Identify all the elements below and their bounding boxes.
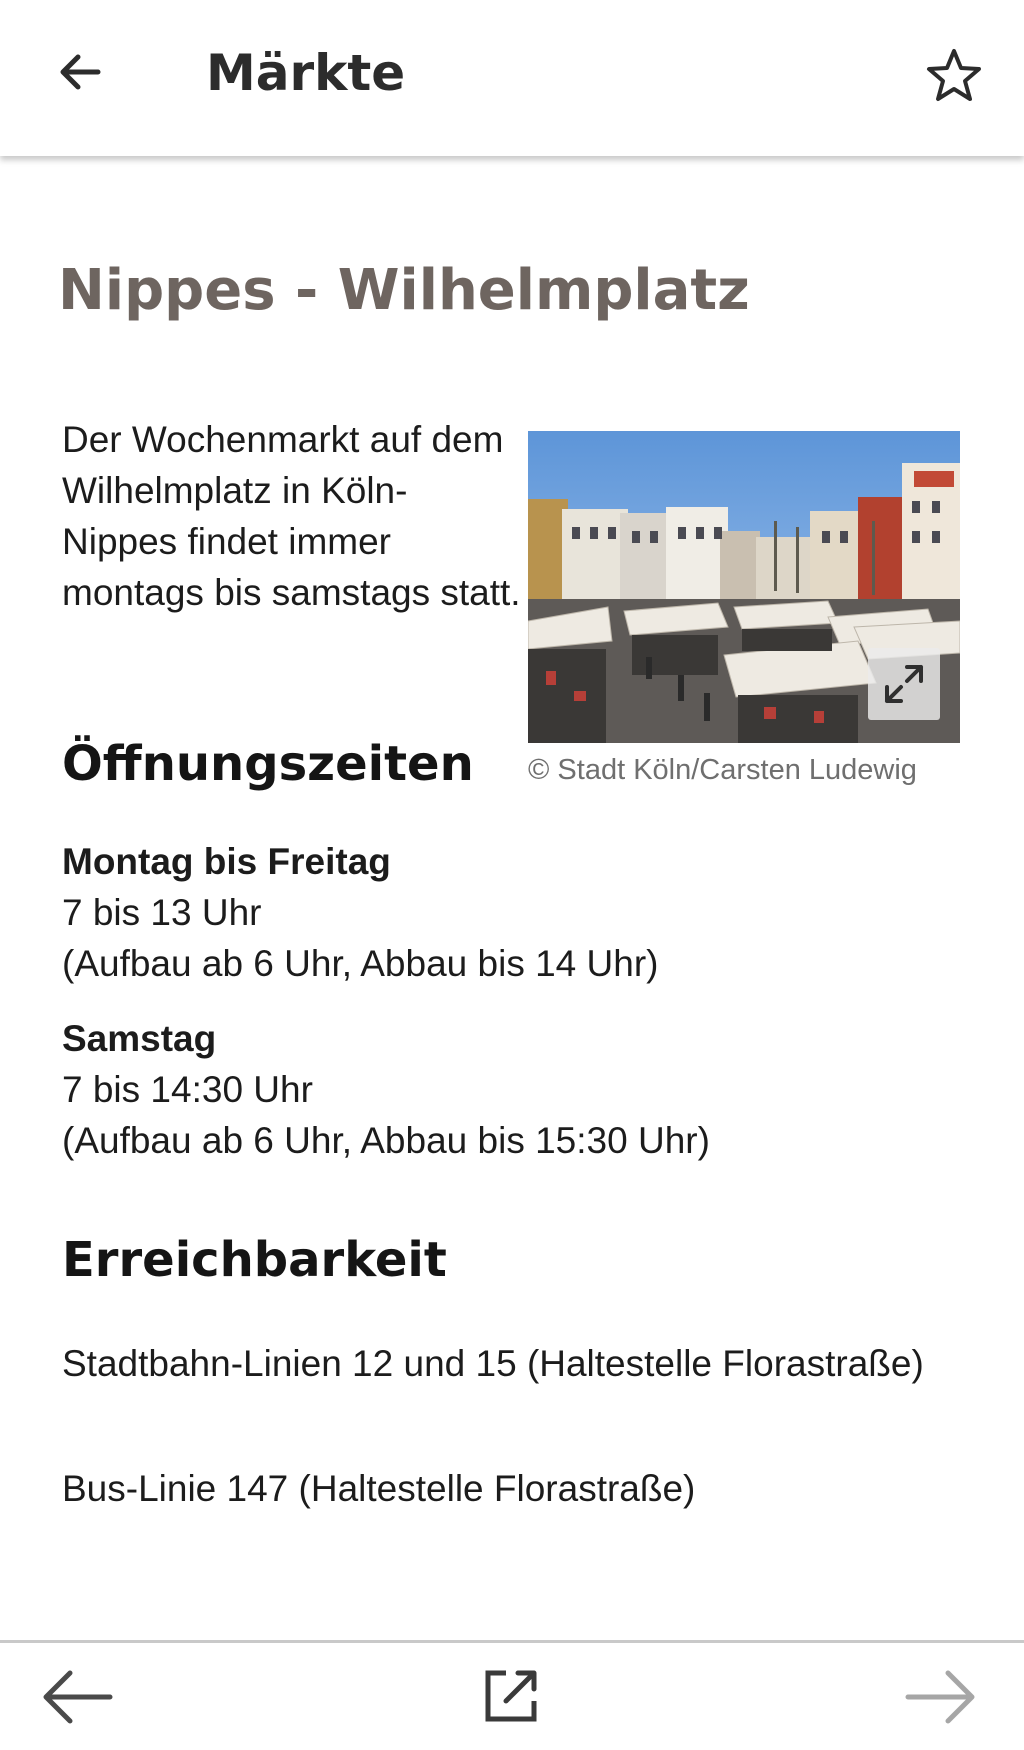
hours-day-label: Montag bis Freitag (62, 841, 391, 882)
next-arrow-icon[interactable] (900, 1657, 980, 1737)
opening-hours-heading: Öffnungszeiten (62, 736, 474, 792)
hours-time: 7 bis 13 Uhr (62, 892, 262, 933)
hours-time: 7 bis 14:30 Uhr (62, 1069, 313, 1110)
intro-text: Der Wochenmarkt auf dem Wilhelmplatz in Köln-Nippes findet immer montags bis samstags statt. (62, 419, 521, 613)
back-icon[interactable] (48, 40, 112, 104)
star-icon[interactable] (922, 44, 986, 108)
open-external-icon[interactable] (472, 1657, 552, 1737)
transit-bus-line: Bus-Linie 147 (Haltestelle Florastraße) (62, 1468, 696, 1509)
app-bar-title: Märkte (206, 44, 406, 102)
transit-tram-lines: Stadtbahn-Linien 12 und 15 (Haltestelle Florastraße) (62, 1343, 924, 1384)
hours-day-label: Samstag (62, 1018, 217, 1059)
reachability-heading: Erreichbarkeit (62, 1232, 447, 1288)
hours-saturday (62, 1013, 962, 1166)
hours-note: (Aufbau ab 6 Uhr, Abbau bis 15:30 Uhr) (62, 1120, 710, 1161)
page-title: Nippes - Wilhelmplatz (58, 258, 750, 323)
content-area[interactable] (0, 156, 1024, 1640)
hours-note: (Aufbau ab 6 Uhr, Abbau bis 14 Uhr) (62, 943, 659, 984)
expand-icon[interactable] (868, 648, 940, 720)
app-bar (0, 0, 1024, 156)
previous-arrow-icon[interactable] (38, 1657, 118, 1737)
bottom-navigation-bar (0, 1640, 1024, 1750)
market-photo[interactable] (528, 431, 960, 743)
hours-weekdays (62, 836, 962, 989)
photo-credit: © Stadt Köln/Carsten Ludewig (528, 754, 917, 786)
